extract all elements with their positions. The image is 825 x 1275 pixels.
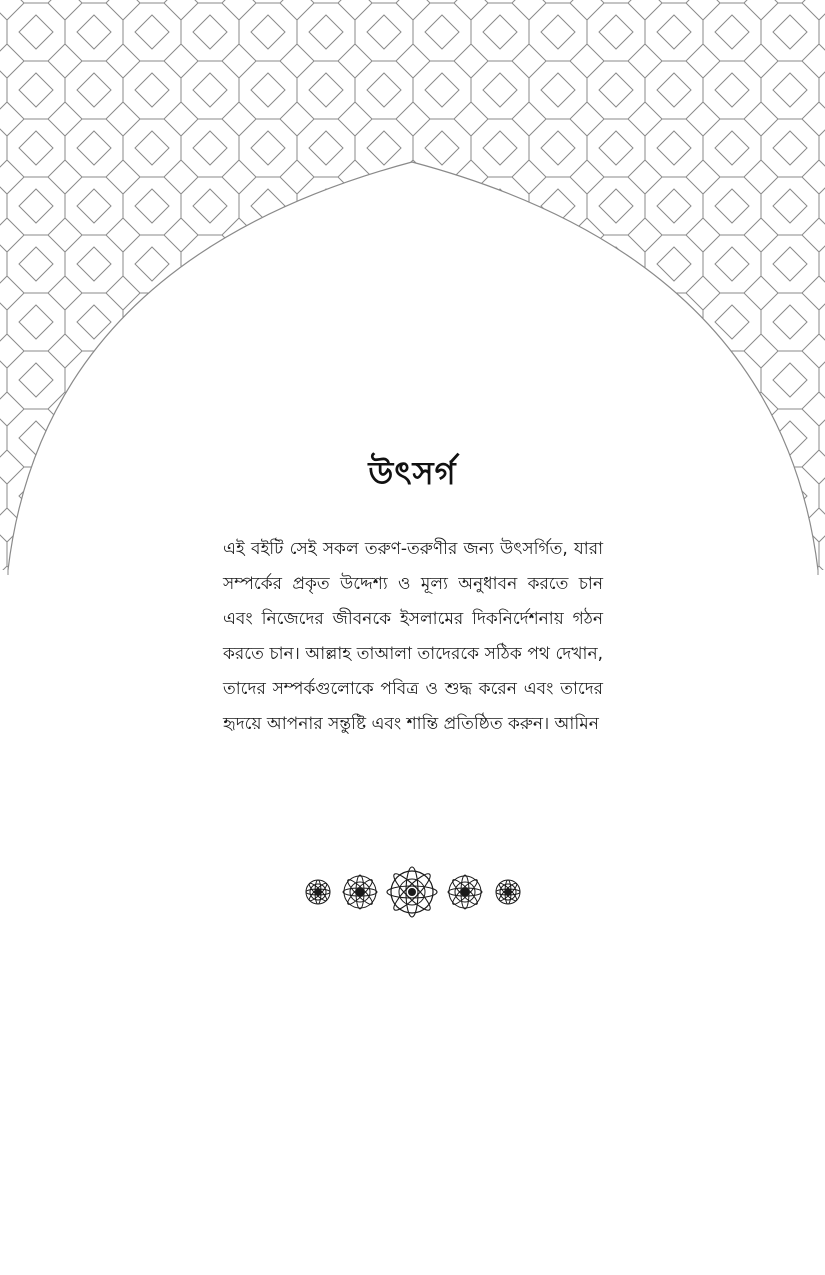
flower-small-left-icon	[306, 880, 330, 904]
flower-small-right-icon	[496, 880, 520, 904]
dedication-paragraph: এই বইটি সেই সকল তরুণ-তরুণীর জন্য উৎসর্গিত, যারা সম্পর্কের প্রকৃত উদ্দেশ্য ও মূল্য অনুধাবন করতে চান এবং নিজেদের জীবনকে ইসলামের দিকনির্দেশনায় গঠন করতে চান। আল্লাহ তাআলা তাদেরকে সঠিক পথ দেখান, তাদের সম্পর্কগুলোকে পবিত্র ও শুদ্ধ করেন এবং তাদের হৃদয়ে আপনার সন্তুষ্টি এবং শান্তি প্রতিষ্ঠিত করুন। আমিন	[223, 539, 603, 734]
flower-medium-right-icon	[448, 875, 482, 909]
page-title: উৎসর্গ	[368, 454, 457, 492]
floral-ornament-divider	[0, 862, 825, 922]
flower-large-center-icon	[387, 867, 437, 917]
flower-medium-left-icon	[343, 875, 377, 909]
